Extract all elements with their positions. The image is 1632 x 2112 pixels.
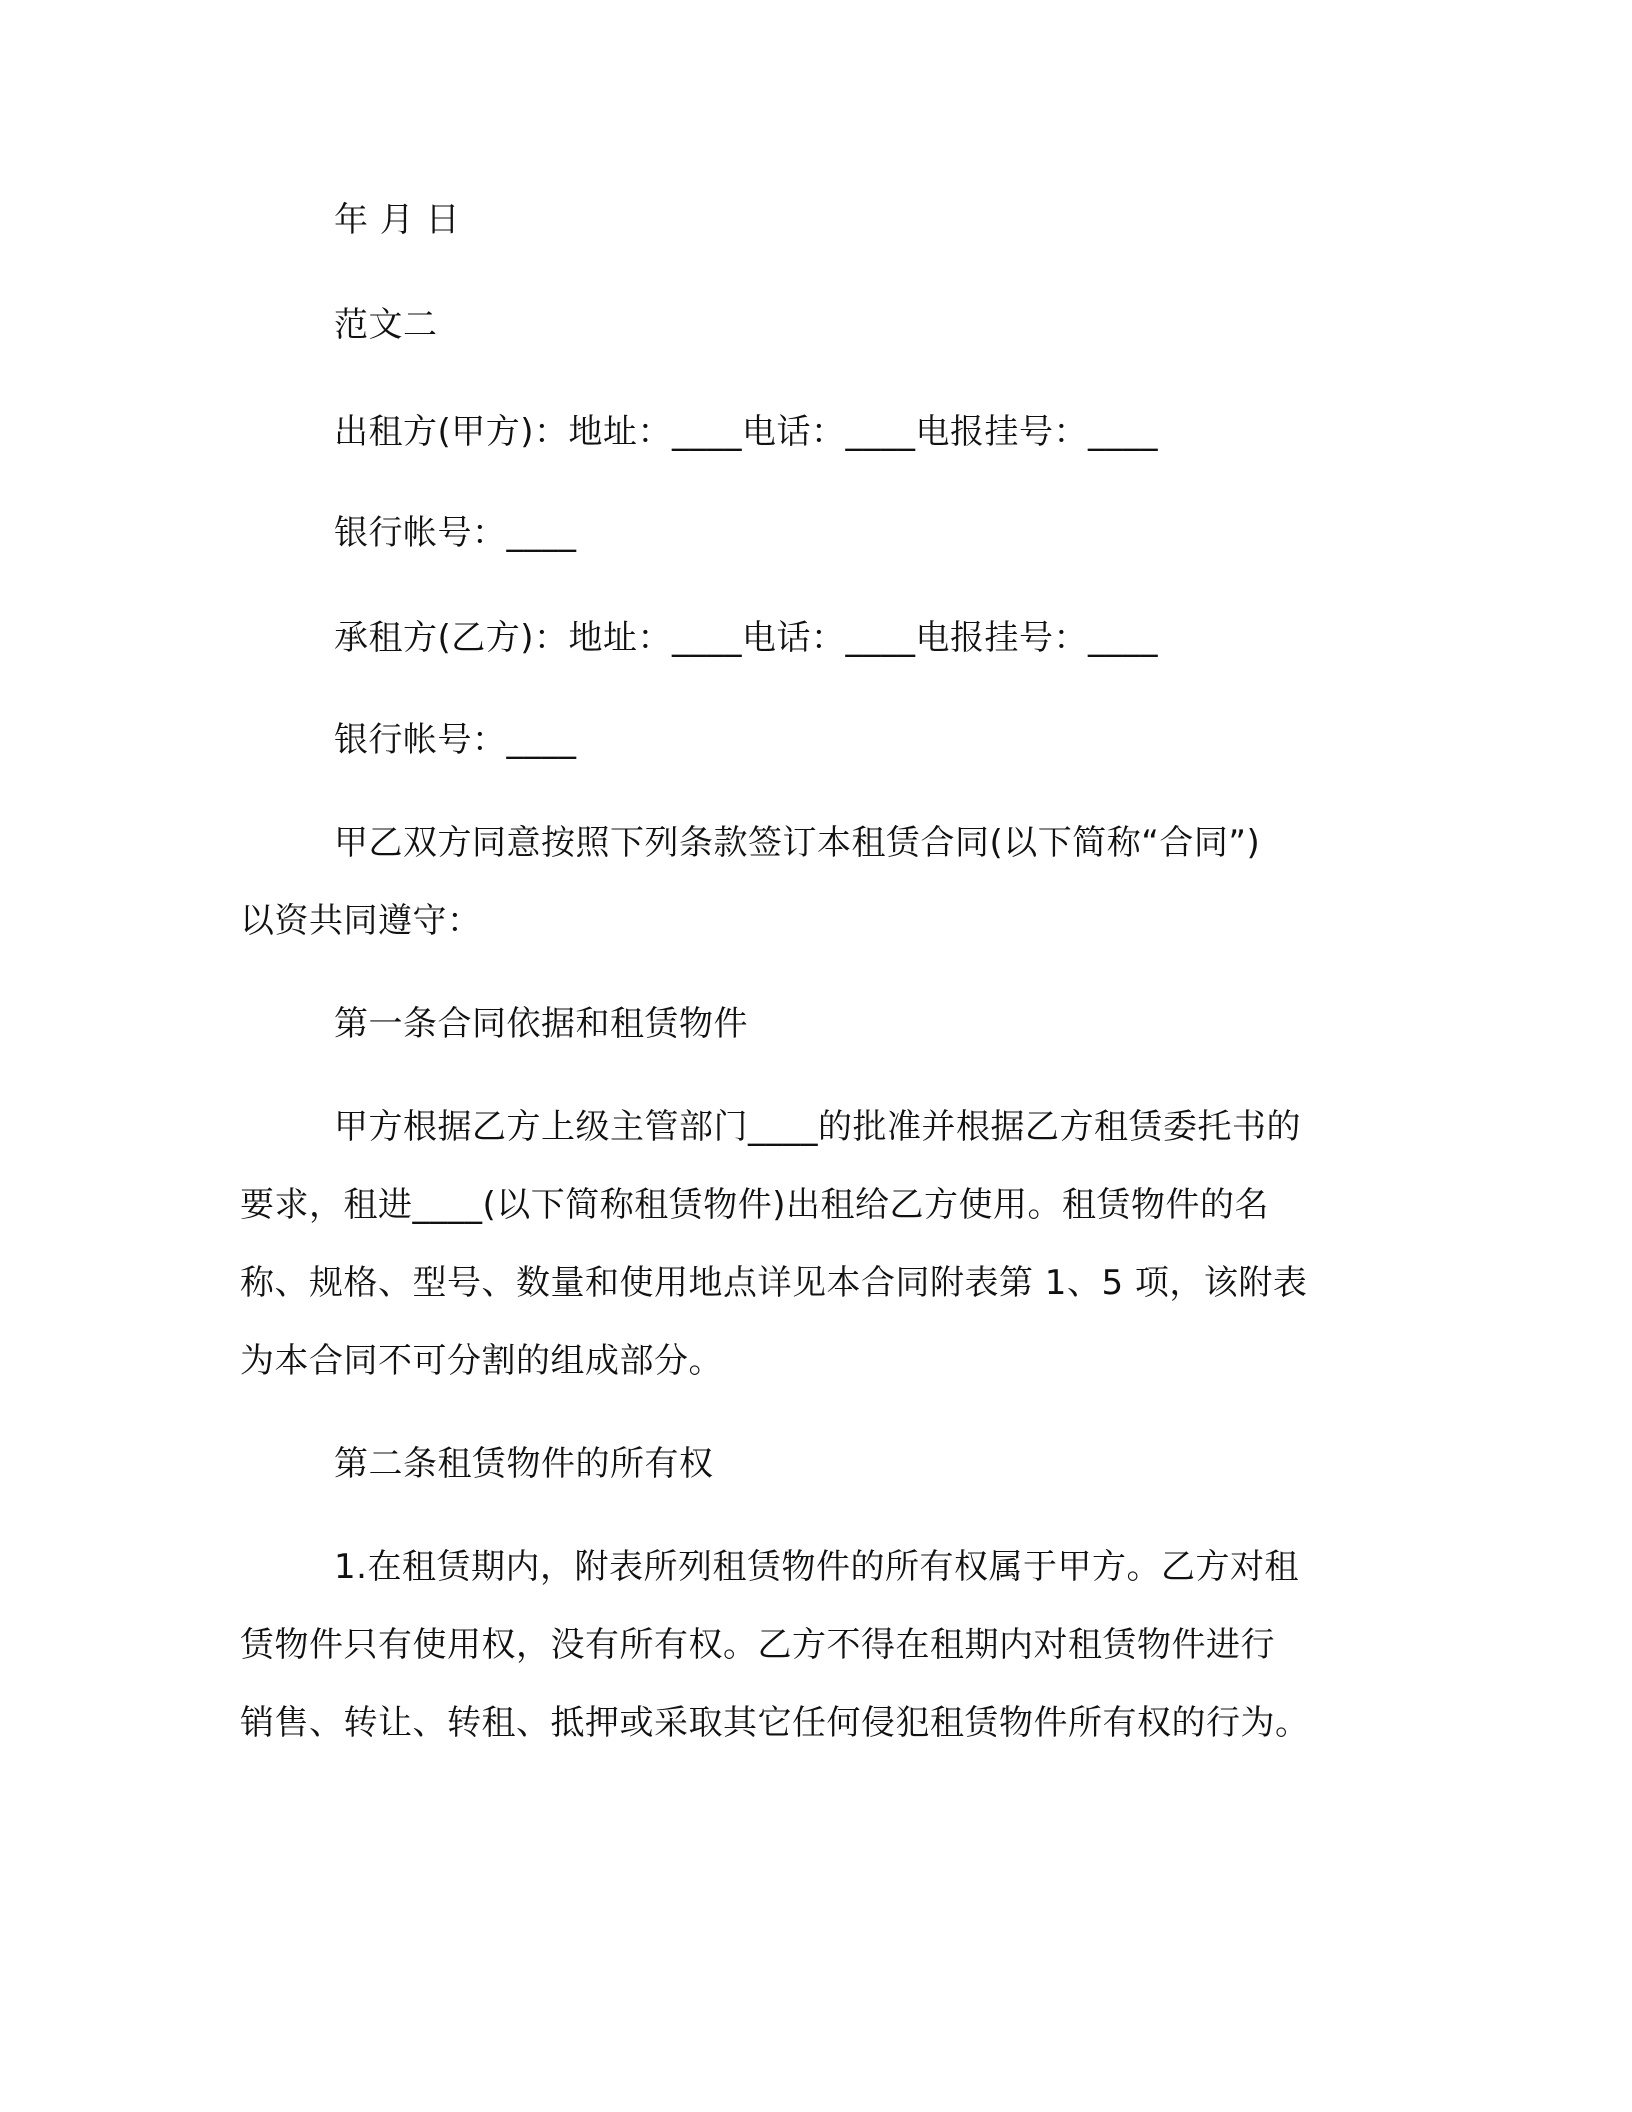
article-2-title: 第二条租赁物件的所有权 <box>334 1444 714 1484</box>
article-2-line-2: 赁物件只有使用权，没有所有权。乙方不得在租期内对租赁物件进行 <box>240 1625 1275 1665</box>
article-1-line-1: 甲方根据乙方上级主管部门____的批准并根据乙方租赁委托书的 <box>334 1107 1301 1147</box>
article-1-line-4: 为本合同不可分割的组成部分。 <box>240 1341 723 1381</box>
lessor-bank-line: 银行帐号：____ <box>334 513 577 553</box>
lessor-info-line: 出租方(甲方)：地址：____电话：____电报挂号：____ <box>334 412 1159 452</box>
article-2-line-1: 1.在租赁期内，附表所列租赁物件的所有权属于甲方。乙方对租 <box>334 1547 1299 1587</box>
article-1-line-3: 称、规格、型号、数量和使用地点详见本合同附表第 1、5 项，该附表 <box>240 1263 1308 1303</box>
article-1-line-2: 要求，租进____(以下简称租赁物件)出租给乙方使用。租赁物件的名 <box>240 1185 1270 1225</box>
article-2-line-3: 销售、转让、转租、抵押或采取其它任何侵犯租赁物件所有权的行为。 <box>240 1703 1310 1743</box>
lessee-info-line: 承租方(乙方)：地址：____电话：____电报挂号：____ <box>334 618 1159 658</box>
intro-line-1: 甲乙双方同意按照下列条款签订本租赁合同(以下简称“合同”) <box>334 823 1261 863</box>
date-line: 年 月 日 <box>334 200 461 240</box>
intro-line-2: 以资共同遵守： <box>240 901 482 941</box>
article-1-title: 第一条合同依据和租赁物件 <box>334 1004 748 1044</box>
lessee-bank-line: 银行帐号：____ <box>334 720 577 760</box>
sample-title: 范文二 <box>334 305 438 345</box>
